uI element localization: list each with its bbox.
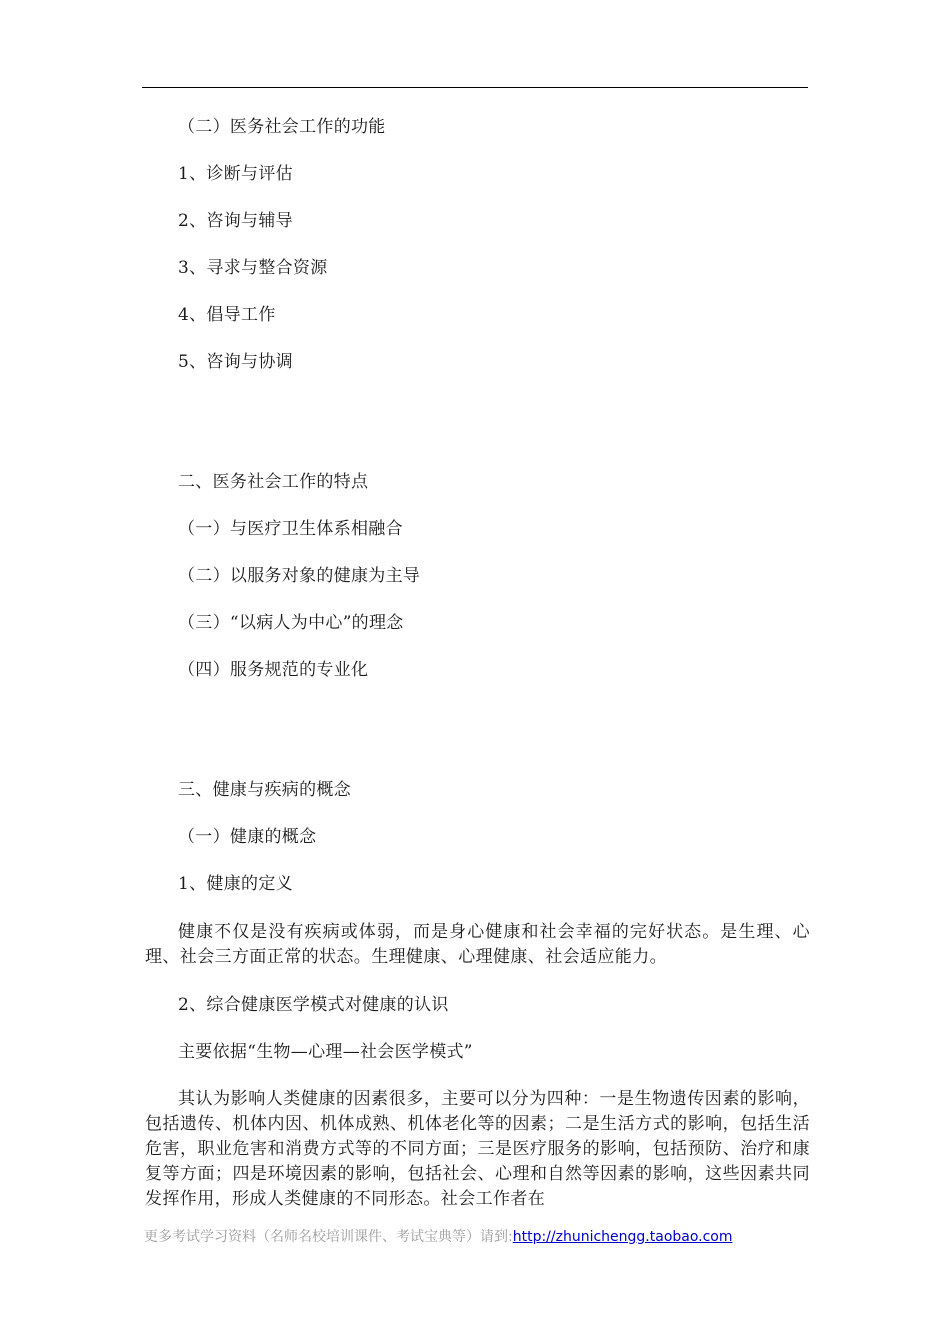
health-factors-paragraph: 其认为影响人类健康的因素很多，主要可以分为四种：一是生物遗传因素的影响，包括遗传、机体内因、机体成熟、机体老化等的因素；二是生活方式的影响，包括生活危害，职业危害和消费方式等的不同方面；三是医疗服务的影响，包括预防、治疗和康复等方面；四是环境因素的影响，包括社会、心理和自然等因素的影响，这些因素共同发挥作用，形成人类健康的不同形态。社会工作者在 (145, 1089, 810, 1209)
feature-item-4: （四）服务规范的专业化 (178, 660, 369, 680)
function-item-4: 4、倡导工作 (178, 305, 276, 325)
footer-promo (144, 1226, 733, 1246)
health-heading: 三、健康与疾病的概念 (178, 780, 351, 800)
function-item-2: 2、咨询与辅导 (178, 211, 293, 231)
health-model-heading: 2、综合健康医学模式对健康的认识 (178, 995, 449, 1015)
feature-item-3: （三）“以病人为中心”的理念 (178, 613, 404, 633)
health-definition-paragraph: 健康不仅是没有疾病或体弱，而是身心健康和社会幸福的完好状态。是生理、心理、社会三方面正常的状态。生理健康、心理健康、社会适应能力。 (145, 922, 810, 967)
function-item-1: 1、诊断与评估 (178, 164, 293, 184)
features-heading: 二、医务社会工作的特点 (178, 472, 369, 492)
header-rule (142, 87, 808, 88)
health-model-basis: 主要依据“生物—心理—社会医学模式” (178, 1042, 473, 1062)
function-item-3: 3、寻求与整合资源 (178, 258, 328, 278)
health-definition-heading: 1、健康的定义 (178, 874, 293, 894)
function-heading: （二）医务社会工作的功能 (178, 117, 386, 137)
footer-link[interactable]: http://zhunichengg.taobao.com (512, 1229, 733, 1245)
footer-text: 更多考试学习资料（名师名校培训课件、考试宝典等）请到: (144, 1229, 513, 1245)
feature-item-2: （二）以服务对象的健康为主导 (178, 566, 421, 586)
feature-item-1: （一）与医疗卫生体系相融合 (178, 519, 403, 539)
health-subheading: （一）健康的概念 (178, 827, 317, 847)
function-item-5: 5、咨询与协调 (178, 352, 293, 372)
